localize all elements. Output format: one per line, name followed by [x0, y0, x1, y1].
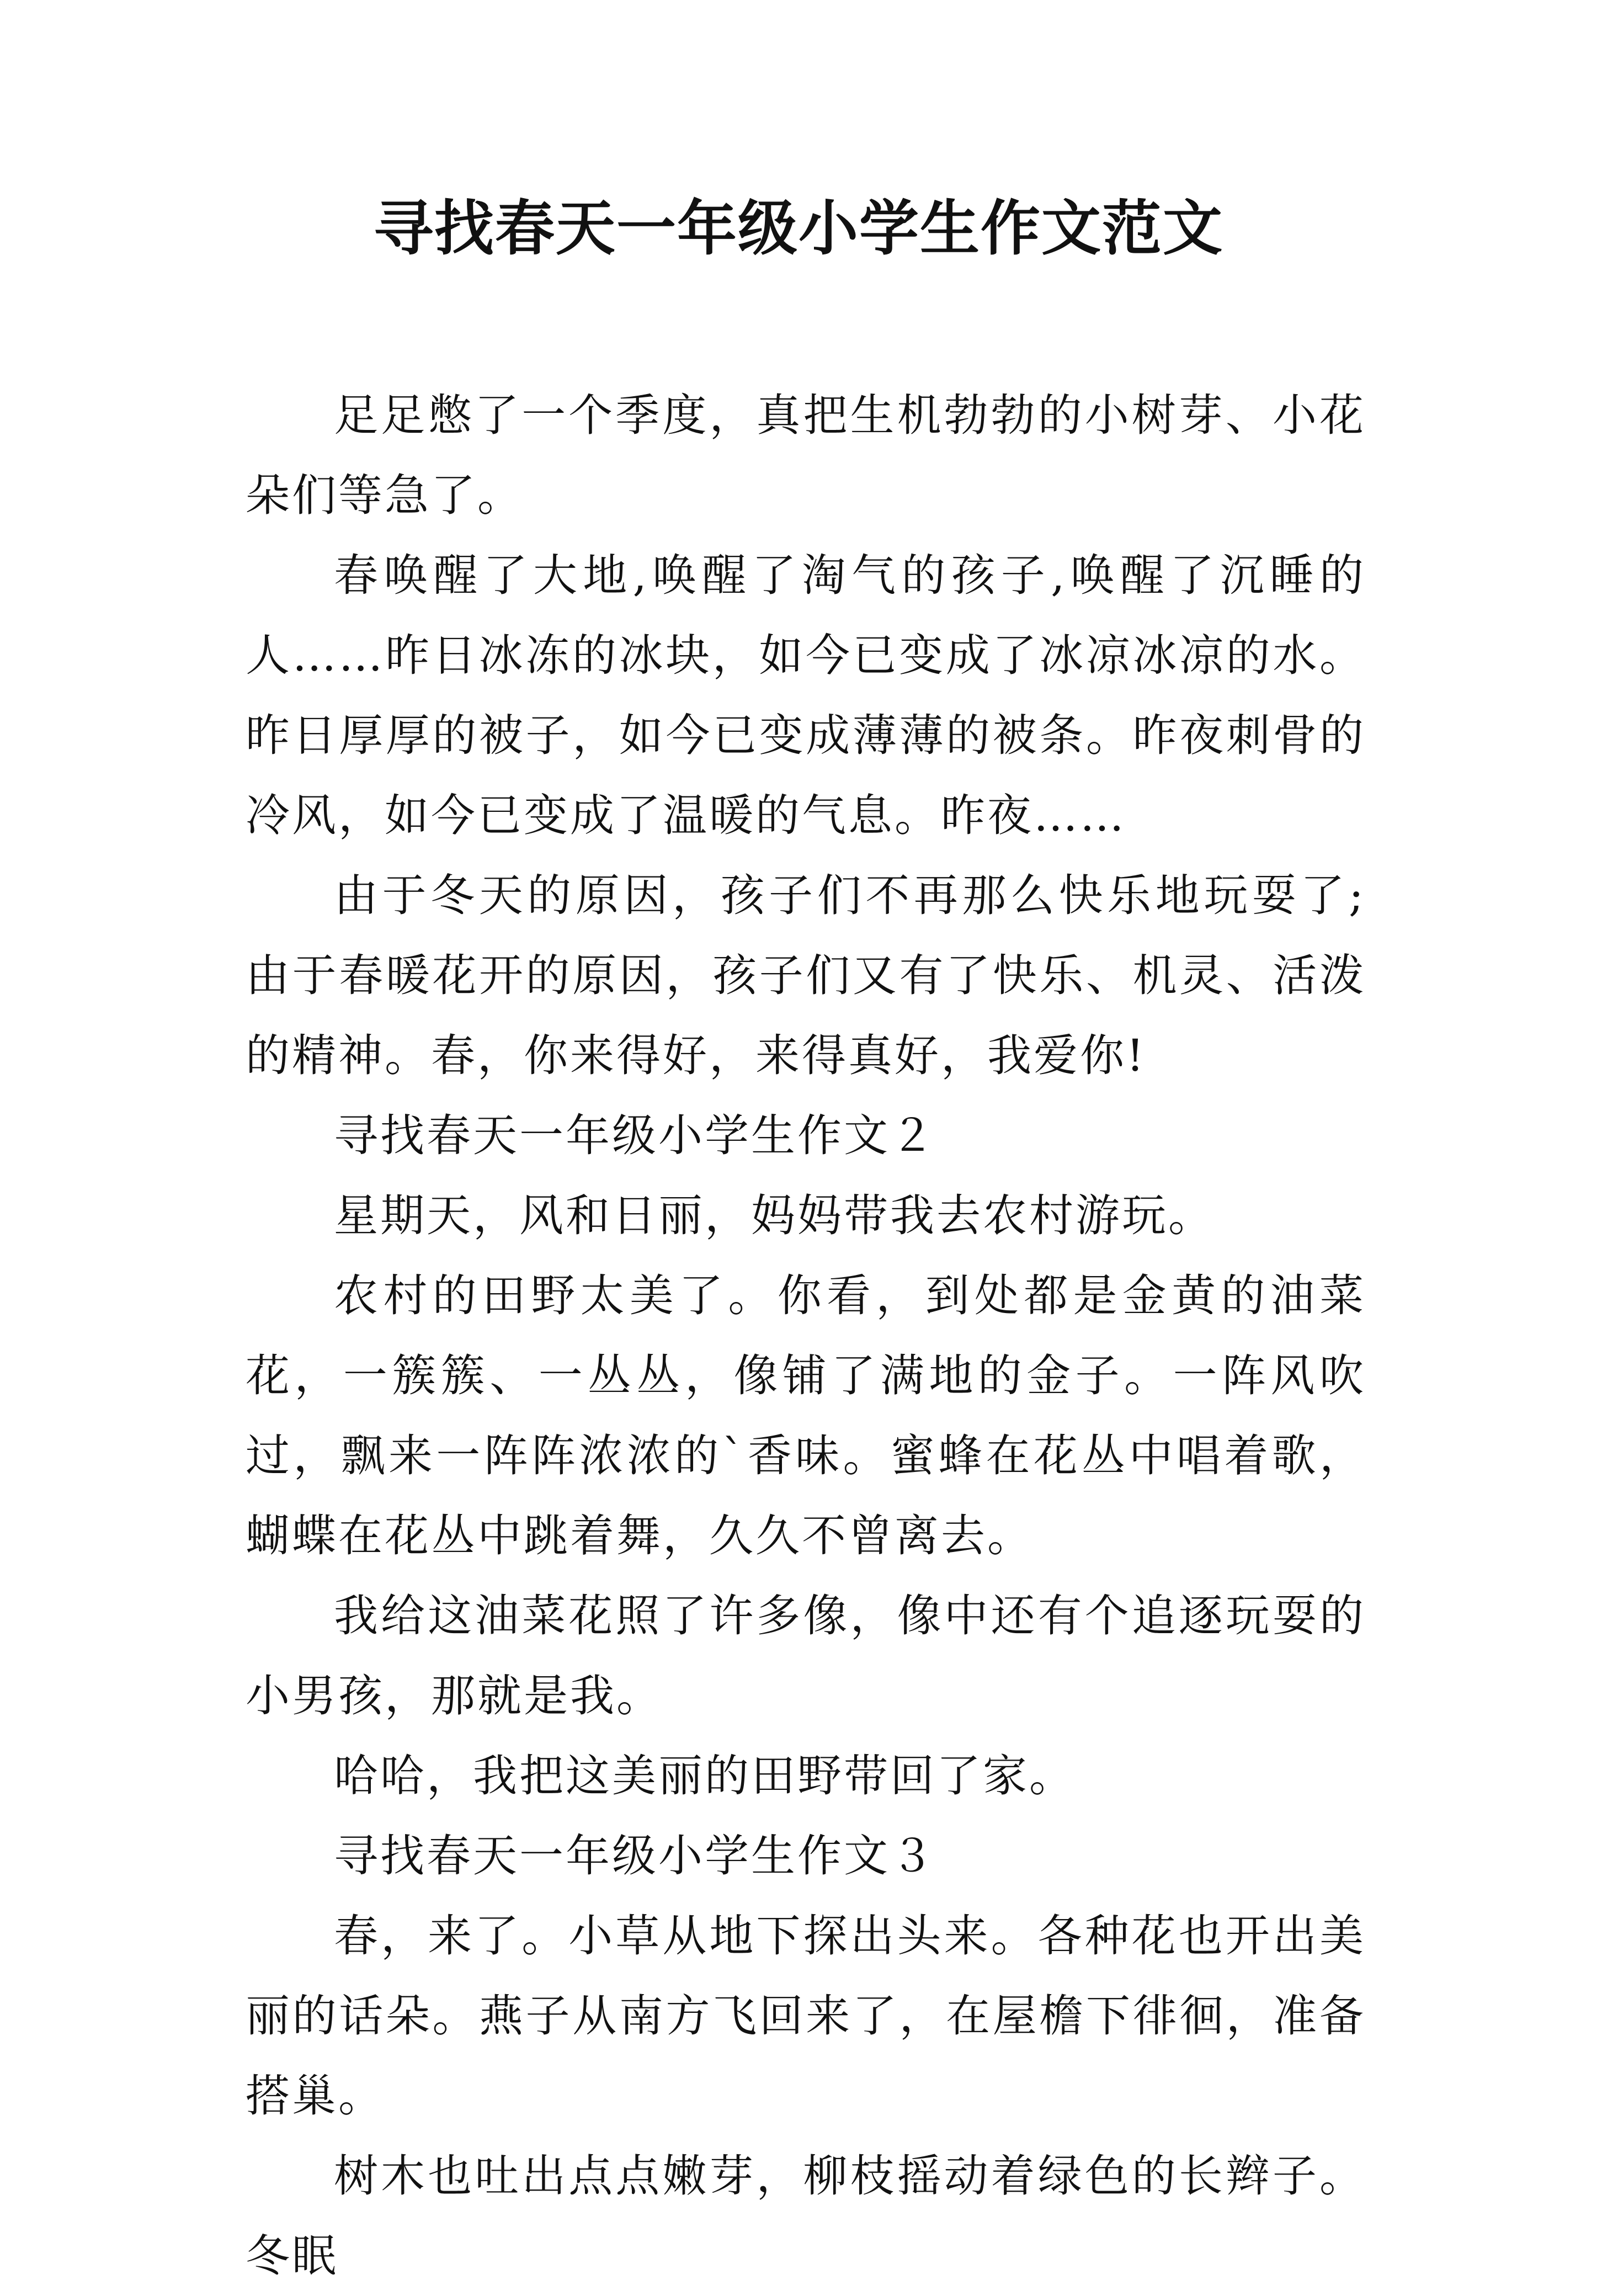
paragraph: 由于冬天的原因，孩子们不再那么快乐地玩耍了;由于春暖花开的原因，孩子们又有了快乐、机灵、活泼的精神。春，你来得好，来得真好，我爱你! [246, 870, 1366, 1081]
paragraph: 树木也吐出点点嫩芽，柳枝摇动着绿色的长辫子。冬眠 [246, 2150, 1366, 2282]
paragraph: 春唤醒了大地,唤醒了淘气的孩子,唤醒了沉睡的人……昨日冰冻的冰块，如今已变成了冰凉冰凉的水。昨日厚厚的被子，如今已变成薄薄的被条。昨夜刺骨的冷风，如今已变成了温暖的气息。昨夜…… [246, 550, 1366, 841]
paragraph: 星期天，风和日丽，妈妈带我去农村游玩。 [334, 1190, 1215, 1241]
paragraph: 我给这油菜花照了许多像，像中还有个追逐玩耍的小男孩，那就是我。 [246, 1590, 1366, 1721]
paragraph: 哈哈，我把这美丽的田野带回了家。 [334, 1750, 1076, 1801]
paragraph: 足足憋了一个季度，真把生机勃勃的小树芽、小花朵们等急了。 [246, 390, 1366, 521]
section-heading: 寻找春天一年级小学生作文３ [334, 1830, 936, 1882]
section-heading: 寻找春天一年级小学生作文２ [334, 1110, 936, 1161]
document-title: 寻找春天一年级小学生作文范文 [373, 194, 1223, 263]
document-body [246, 375, 1366, 2296]
paragraph: 春，来了。小草从地下探出头来。各种花也开出美丽的话朵。燕子从南方飞回来了，在屋檐下徘徊，准备搭巢。 [246, 1910, 1366, 2122]
paragraph: 农村的田野太美了。你看，到处都是金黄的油菜花，一簇簇、一丛丛，像铺了满地的金子。一阵风吹过，飘来一阵阵浓浓的`香味。蜜蜂在花丛中唱着歌，蝴蝶在花丛中跳着舞，久久不曾离去。 [246, 1270, 1366, 1561]
